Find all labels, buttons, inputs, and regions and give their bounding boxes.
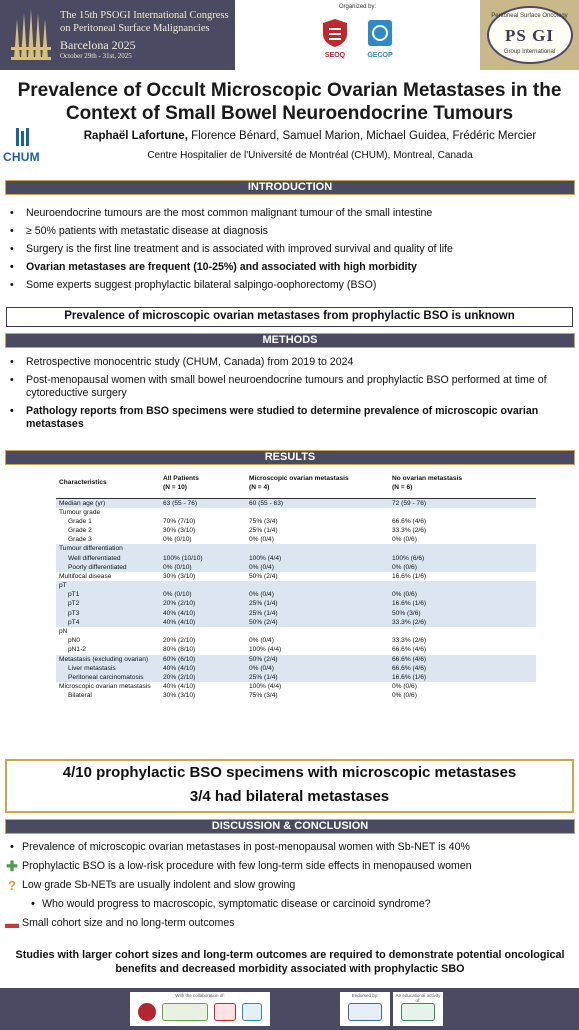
row-label: Median age (yr) — [56, 498, 160, 508]
row-label: pN — [59, 628, 68, 636]
collaboration-label: With the collaboration of: — [175, 993, 225, 998]
table-cell: 50% (2/4) — [246, 655, 389, 664]
organized-by-label: Organized by: — [338, 4, 377, 10]
psogi-logo — [487, 6, 573, 64]
collaboration-panel — [130, 992, 270, 1026]
table-row — [56, 673, 536, 682]
discussion-text: Small cohort size and no long-term outcomes — [22, 917, 235, 929]
table-cell — [246, 581, 389, 590]
row-label: Multifocal disease — [59, 572, 112, 580]
list-item: • Some experts suggest prophylactic bilateral salpingo-oophorectomy (BSO) — [10, 279, 572, 292]
table-cell: 0% (0/4) — [246, 563, 389, 572]
table-cell: 100% (6/6) — [389, 553, 536, 562]
congress-branding — [0, 0, 235, 70]
row-label: pT4 — [56, 618, 160, 627]
row-label: Poorly differentiated — [56, 563, 160, 572]
table-cell: 30% (3/10) — [163, 526, 196, 534]
row-label: Microscopic ovarian metastasis — [59, 683, 151, 691]
congress-city: Barcelona 2025 — [60, 38, 136, 52]
column-header: Microscopic ovarian metastasis (N = 4) — [246, 468, 389, 498]
table-cell: 20% (2/10) — [160, 673, 246, 682]
congress-dates: October 29th - 31st, 2025 — [60, 52, 132, 60]
table-row — [56, 526, 536, 535]
introduction-statement: Prevalence of microscopic ovarian metastases from prophylactic BSO is unknown — [6, 307, 573, 327]
discussion-item — [4, 860, 574, 873]
gecop-name: GECOP — [367, 52, 393, 59]
row-label: pT1 — [56, 590, 160, 599]
table-cell — [246, 627, 389, 636]
table-cell — [246, 508, 389, 517]
list-item: • Post-menopausal women with small bowel neuroendocrine tumours and prophylactic BSO performed at time of cytoreductive surgery — [10, 374, 572, 400]
row-label: pT — [56, 581, 160, 590]
table-cell — [160, 581, 246, 590]
column-header: No ovarian metastasis (N = 6) — [389, 468, 536, 498]
table-cell: 0% (0/6) — [389, 563, 536, 572]
table-cell — [389, 581, 536, 590]
table-row — [56, 517, 536, 526]
discussion-text: Prevalence of microscopic ovarian metastases in post-menopausal women with Sb-NET is 40% — [22, 841, 470, 853]
table-cell: 33.3% (2/6) — [392, 637, 427, 645]
results-table-wrapper — [56, 468, 536, 700]
table-cell: 70% (7/10) — [163, 517, 196, 525]
row-label: pT2 — [56, 599, 160, 608]
table-cell: 66.6% (4/6) — [392, 517, 427, 525]
bullet-icon: • — [10, 841, 14, 853]
row-label: Tumour differentiation — [56, 544, 160, 553]
table-row — [56, 553, 536, 562]
table-cell: 66.6% (4/6) — [389, 664, 536, 673]
table-cell: 72 (59 - 76) — [389, 498, 536, 508]
table-cell: 0% (0/6) — [392, 692, 417, 700]
table-row — [56, 655, 536, 664]
list-item: • Ovarian metastases are frequent (10-25%) and associated with high morbidity — [10, 261, 572, 274]
lead-author: Raphaël Lafortune, — [83, 130, 188, 142]
results-highlight-box — [5, 759, 574, 813]
table-cell: 40% (4/10) — [163, 683, 196, 691]
row-label: Grade 1 — [68, 517, 92, 525]
row-label: Well differentiated — [56, 553, 160, 562]
table-cell — [160, 544, 246, 553]
list-item: • Retrospective monocentric study (CHUM, Canada) from 2019 to 2024 — [10, 356, 572, 369]
row-label: Grade 2 — [68, 526, 92, 534]
collaborator-logo-icon — [214, 1003, 236, 1021]
table-cell: 0% (0/10) — [163, 536, 192, 544]
table-cell: 25% (1/4) — [246, 609, 389, 618]
table-cell — [389, 627, 536, 636]
table-cell — [160, 508, 246, 517]
gecop-logo-icon — [366, 18, 394, 48]
authors — [50, 130, 570, 142]
psogi-top-text: Peritoneal Surface Oncology — [491, 13, 568, 19]
table-cell: 30% (3/10) — [163, 692, 196, 700]
table-row — [56, 590, 536, 599]
discussion-item — [4, 898, 574, 911]
seoq-name: SEOQ — [324, 52, 346, 59]
table-row — [56, 535, 536, 544]
discussion-text: Low grade Sb-NETs are usually indolent and slow growing — [22, 879, 296, 891]
table-cell: 80% (8/10) — [163, 646, 196, 654]
bullet-icon: • — [31, 898, 35, 910]
table-cell: 40% (4/10) — [160, 609, 246, 618]
table-cell: 0% (0/6) — [392, 683, 417, 691]
table-cell: 0% (0/4) — [246, 664, 389, 673]
discussion-text: Who would progress to macroscopic, symptomatic disease or carcinoid syndrome? — [42, 898, 431, 910]
table-row — [56, 627, 536, 636]
collaborator-logo-icon — [242, 1003, 262, 1021]
results-table — [56, 468, 536, 700]
table-cell: 63 (55 - 76) — [160, 498, 246, 508]
educational-logo-icon — [401, 1003, 435, 1021]
methods-heading: METHODS — [5, 333, 575, 348]
highlight-line-2: 3/4 had bilateral metastases — [189, 788, 390, 805]
minus-icon: ▬ — [5, 915, 19, 931]
row-label: pT3 — [56, 609, 160, 618]
results-table-body — [56, 498, 536, 700]
chum-logo-text: CHUM — [3, 150, 40, 164]
psogi-bottom-text: Group International — [503, 49, 556, 55]
question-icon: ? — [8, 878, 16, 893]
table-cell: 33.3% (2/6) — [392, 526, 427, 534]
table-cell: 0% (0/4) — [246, 590, 389, 599]
table-cell: 75% (3/4) — [249, 517, 278, 525]
list-item: • ≥ 50% patients with metastatic disease at diagnosis — [10, 225, 572, 238]
co-authors: Florence Bénard, Samuel Marion, Michael Guidea, Frédéric Mercier — [187, 130, 537, 142]
endorsed-by-label: Endorsed by: — [351, 993, 379, 998]
table-row — [56, 691, 536, 700]
table-cell: 16.6% (1/6) — [389, 599, 536, 608]
psogi-panel — [480, 0, 579, 70]
table-cell: 16.6% (1/6) — [392, 572, 427, 580]
organizers-panel — [235, 0, 480, 70]
table-row — [56, 645, 536, 654]
table-cell: 66.6% (4/6) — [389, 655, 536, 664]
table-cell — [389, 508, 536, 517]
table-cell: 40% (4/10) — [160, 664, 246, 673]
row-label: Peritoneal carcinomatosis — [56, 673, 160, 682]
results-heading: RESULTS — [5, 450, 575, 465]
table-cell: 20% (2/10) — [160, 599, 246, 608]
table-row — [56, 498, 536, 508]
table-cell: 0% (0/6) — [392, 536, 417, 544]
seoq-logo-icon — [321, 18, 349, 48]
congress-title-line2: on Peritoneal Surface Malignancies — [60, 23, 210, 34]
row-label: pN0 — [68, 637, 81, 645]
table-cell: 0% (0/10) — [160, 590, 246, 599]
table-cell: 100% (4/4) — [246, 553, 389, 562]
poster-footer — [0, 988, 579, 1030]
row-label: Liver metastasis — [56, 664, 160, 673]
educational-activity-label: An educational activity of: — [395, 993, 441, 1003]
discussion-item — [4, 917, 574, 930]
list-item: • Surgery is the first line treatment and is associated with improved survival and quality of life — [10, 243, 572, 256]
poster-title: Prevalence of Occult Microscopic Ovarian Metastases in the Context of Small Bowel Neuroendocrine Tumours — [17, 80, 562, 124]
row-label: Bilateral — [68, 692, 92, 700]
congress-title-line1: The 15th PSOGI International Congress — [60, 10, 229, 21]
table-row — [56, 664, 536, 673]
table-cell — [246, 544, 389, 553]
table-row — [56, 618, 536, 627]
table-cell: 100% (10/10) — [160, 553, 246, 562]
table-row — [56, 599, 536, 608]
table-row — [56, 636, 536, 645]
collaborator-logo-icon — [138, 1003, 156, 1021]
table-cell: 25% (1/4) — [246, 673, 389, 682]
table-cell: 60 (55 - 63) — [246, 498, 389, 508]
table-row — [56, 508, 536, 517]
table-row — [56, 572, 536, 581]
highlight-line-1: 4/10 prophylactic BSO specimens with microscopic metastases — [62, 764, 517, 781]
sagrada-familia-logo-icon — [8, 9, 54, 61]
educational-panel — [393, 992, 443, 1026]
discussion-item — [4, 841, 574, 854]
table-row — [56, 563, 536, 572]
row-label: Metastasis (excluding ovarian) — [56, 655, 160, 664]
discussion-item — [4, 879, 574, 892]
table-cell: 60% (6/10) — [160, 655, 246, 664]
introduction-heading: INTRODUCTION — [5, 180, 575, 195]
table-cell: 0% (0/10) — [160, 563, 246, 572]
table-cell: 66.6% (4/6) — [392, 646, 427, 654]
table-cell: 100% (4/4) — [249, 646, 282, 654]
list-item: • Neuroendocrine tumours are the most common malignant tumour of the small intestine — [10, 207, 572, 220]
column-header: Characteristics — [56, 468, 160, 498]
table-cell: 75% (3/4) — [249, 692, 278, 700]
discussion-list — [4, 841, 574, 936]
results-header-row — [56, 468, 536, 498]
table-cell: 0% (0/6) — [389, 590, 536, 599]
table-cell: 50% (3/6) — [389, 609, 536, 618]
table-row — [56, 581, 536, 590]
affiliation: Centre Hospitalier de l'Université de Montréal (CHUM), Montreal, Canada — [147, 150, 473, 161]
table-cell: 0% (0/4) — [249, 637, 274, 645]
table-cell: 100% (4/4) — [249, 683, 282, 691]
row-label: Tumour grade — [59, 508, 101, 516]
table-cell — [160, 627, 246, 636]
conclusion-statement: Studies with larger cohort sizes and long-term outcomes are required to demonstrate potential oncological benefits and decreased morbidity associated with prophylactic SBO — [15, 949, 565, 975]
row-label: pN1-2 — [68, 646, 86, 654]
table-row — [56, 682, 536, 691]
table-row — [56, 609, 536, 618]
column-header: All Patients (N = 10) — [160, 468, 246, 498]
congress-header — [0, 0, 579, 70]
table-row — [56, 544, 536, 553]
table-cell: 50% (2/4) — [246, 618, 389, 627]
introduction-list — [10, 207, 572, 297]
table-cell — [389, 544, 536, 553]
table-cell: 33.3% (2/6) — [389, 618, 536, 627]
table-cell: 25% (1/4) — [246, 599, 389, 608]
table-cell: 20% (2/10) — [163, 637, 196, 645]
table-cell: 0% (0/4) — [249, 536, 274, 544]
methods-list — [10, 356, 572, 436]
endorsement-panel — [340, 992, 390, 1026]
list-item: • Pathology reports from BSO specimens were studied to determine prevalence of microscopic ovarian metastases — [10, 405, 572, 431]
collaborator-logo-icon — [162, 1003, 208, 1021]
discussion-text: Prophylactic BSO is a low-risk procedure with few long-term side effects in menopaused women — [22, 860, 472, 872]
plus-icon: ✚ — [6, 858, 18, 874]
discussion-heading: DISCUSSION & CONCLUSION — [5, 819, 575, 834]
table-cell: 40% (4/10) — [160, 618, 246, 627]
row-label: Grade 3 — [68, 536, 92, 544]
psogi-name: PS GI — [505, 26, 554, 45]
table-cell: 50% (2/4) — [249, 572, 278, 580]
table-cell: 16.6% (1/6) — [389, 673, 536, 682]
table-cell: 25% (1/4) — [249, 526, 278, 534]
table-cell: 30% (3/10) — [163, 572, 196, 580]
endorser-logo-icon — [348, 1003, 382, 1021]
